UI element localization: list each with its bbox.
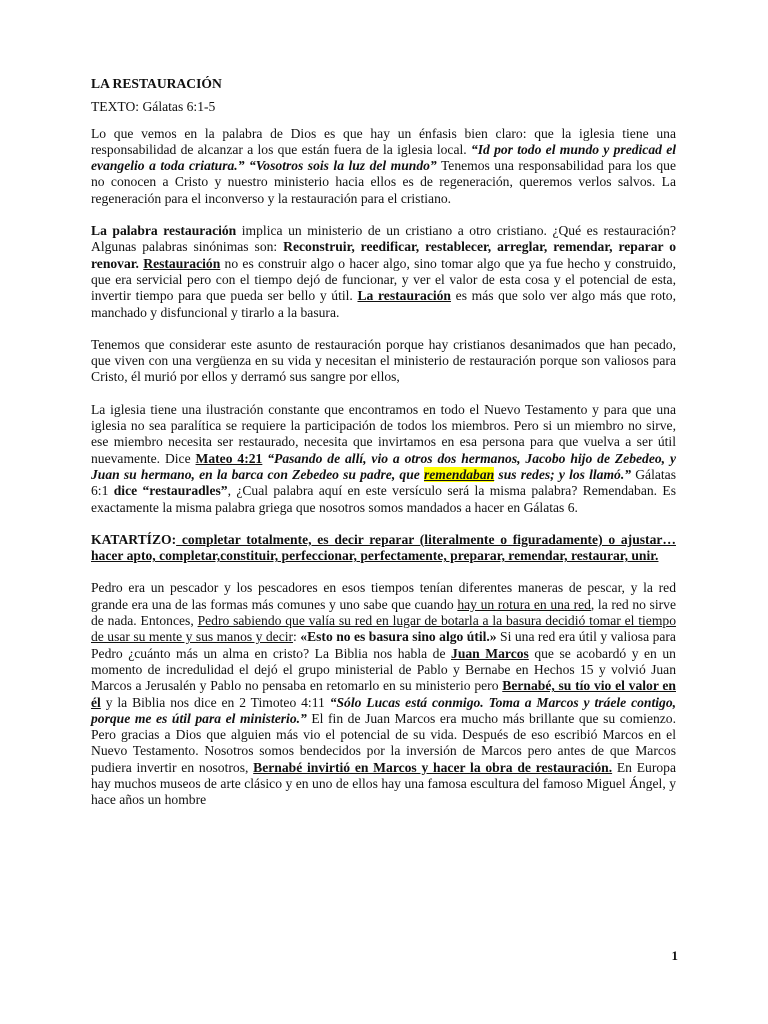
definition-text: completar totalmente, es decir reparar (literalmente o figuradamente) o ajustar…hacer apto, completar,constituir, perfeccionar, perfectamente, preparar, remendar, restaurar, unir. bbox=[91, 531, 676, 564]
p6-text-2: , la red no sirve de nada. Entonces, bbox=[91, 596, 676, 629]
p6-text-4: Si una red era útil y valiosa para Pedro ¿cuánto más un alma en cristo? La Biblia nos habla de bbox=[91, 629, 676, 661]
p6-strong-3: Bernabé, su tío vio el valor en él bbox=[91, 678, 676, 710]
p4-bible-reference: Mateo 4:21 bbox=[195, 450, 263, 466]
document-title: LA RESTAURACIÓN bbox=[91, 76, 222, 91]
p6-text-8: En Europa hay muchos museos de arte clásico y en uno de ellos hay una famosa escultura del famoso Miguel Ángel, y hace años un hombre bbox=[91, 759, 677, 808]
p2-strong-1: La palabra restauración bbox=[91, 223, 237, 239]
p2-text-3: no es construir algo o hacer algo, sino tomar algo que ya fue hecho y construido, que era servicial pero con el tiempo dejó de funcionar, y ver el valor de esta cosa y el potencial de esta, invertir tiempo para que pueda ser bello y útil. bbox=[91, 255, 676, 304]
p1-text-b: Tenemos una responsabilidad para los que no conocen a Cristo y nuestro ministerio hacia ellos es de regeneración, queremos verlos salvos. La regeneración para el inconverso y la restauración para el cristiano. bbox=[91, 158, 676, 206]
p6-strong-1: «Esto no es basura sino algo útil.» bbox=[300, 629, 497, 645]
paragraph-1 bbox=[91, 126, 676, 207]
p4-quote-1: “Pasando de allí, vio a otros dos hermanos, Jacobo hijo de Zebedeo, y Juan su hermano, en la barca con Zebedeo su padre, que bbox=[91, 450, 676, 482]
scripture-reference: TEXTO: Gálatas 6:1-5 bbox=[91, 99, 216, 115]
p2-synonyms: Reconstruir, reedificar, restablecer, arreglar, remendar, reparar o renovar. bbox=[91, 239, 677, 271]
p6-text-1: Pedro era un pescador y los pescadores en esos tiempos tenían diferentes maneras de pescar, y la red grande era una de las formas más comunes y uno sabe que cuando bbox=[91, 580, 676, 612]
p4-text-1: La iglesia tiene una ilustración constante que encontramos en todo el Nuevo Testamento y para que una iglesia no sea paralítica se requiere la participación de todos los miembros. Pero si un miembro no sirve, ese miembro necesita ser restaurado, necesita que invirtamos en esa persona para que vuelva a ser útil nuevamente. Dice bbox=[91, 401, 676, 466]
p2-text-1: implica un ministerio de un cristiano a otro cristiano. ¿Qué es restauración? Algunas palabras sinónimas son: bbox=[91, 223, 676, 255]
p6-quote-1: “Sólo Lucas está conmigo. Toma a Marcos y tráele contigo, porque me es útil para el ministerio.” bbox=[91, 694, 677, 726]
p1-quote: “Id por todo el mundo y predicad el evangelio a toda criatura.” “Vosotros sois la luz del mundo” bbox=[91, 141, 676, 174]
p6-strong-4: Bernabé invirtió en Marcos y hacer la obra de restauración. bbox=[253, 759, 613, 775]
paragraph-3: Tenemos que considerar este asunto de restauración porque hay cristianos desanimados que han pecado, que viven con una vergüenza en su vida y necesitan el ministerio de restauración porque son valiosos para Cristo, él murió por ellos y derramó sus sangre por ellos, bbox=[91, 336, 676, 385]
greek-term: KATARTÍZO: bbox=[91, 531, 177, 547]
p4-text-3: Gálatas 6:1 bbox=[91, 466, 676, 499]
page-number: 1 bbox=[671, 948, 678, 963]
p6-text-6: y la Biblia nos dice en 2 Timoteo 4:11 bbox=[100, 694, 330, 710]
p2-text-4: es más que solo ver algo más que roto, manchado y disfuncional y tirarlo a la basura. bbox=[91, 288, 676, 320]
paragraph-5-definition bbox=[91, 532, 676, 565]
paragraph-2 bbox=[91, 223, 676, 321]
paragraph-4 bbox=[91, 402, 676, 516]
p4-text-4: , ¿Cual palabra aquí en este versículo será la misma palabra? Remendaban. Es exactamente la misma palabra griega que nosotros somos mandados a hacer en Gálatas 6. bbox=[91, 483, 676, 515]
paragraph-6 bbox=[91, 580, 676, 808]
document-body bbox=[91, 76, 676, 825]
p2-strong-4: La restauración bbox=[357, 288, 451, 304]
p6-text-5: que se acobardó y en un momento de incredulidad el dejó el grupo ministerial de Pablo y Bernabe en Hechos 15 y volvió Juan Marcos a Jerusalén y Pablo no pensaba en retomarlo en su ministerio pero bbox=[91, 645, 676, 694]
p6-underline-2: Pedro sabiendo que valía su red en lugar de botarla a la basura decidió tomar el tiempo de usar su mente y sus manos y decir bbox=[91, 613, 677, 645]
p6-underline-1: hay un rotura en una red bbox=[457, 596, 591, 612]
p4-strong-1: dice “restauradles” bbox=[113, 483, 228, 499]
p6-text-7: El fin de Juan Marcos era mucho más brillante que su comienzo. Pero gracias a Dios que alguien más vio el potencial de su vida. Después de eso escribió Marcos en el Nuevo Testamento. Nosotros somos bendecidos por la inversión de Marcos pero antes de que Marcos pudiera invertir en nosotros, bbox=[91, 710, 676, 775]
p4-quote-2: sus redes; y los llamó.” bbox=[494, 466, 632, 482]
p6-text-3: : bbox=[293, 629, 301, 645]
p6-strong-2: Juan Marcos bbox=[451, 645, 529, 661]
p1-text-a: Lo que vemos en la palabra de Dios es que hay un énfasis bien claro: que la iglesia tiene una responsabilidad de alcanzar a los que están fuera de la iglesia local. bbox=[91, 125, 676, 157]
p4-highlighted-word: remendaban bbox=[423, 466, 495, 482]
p2-strong-3: Restauración bbox=[143, 255, 221, 271]
